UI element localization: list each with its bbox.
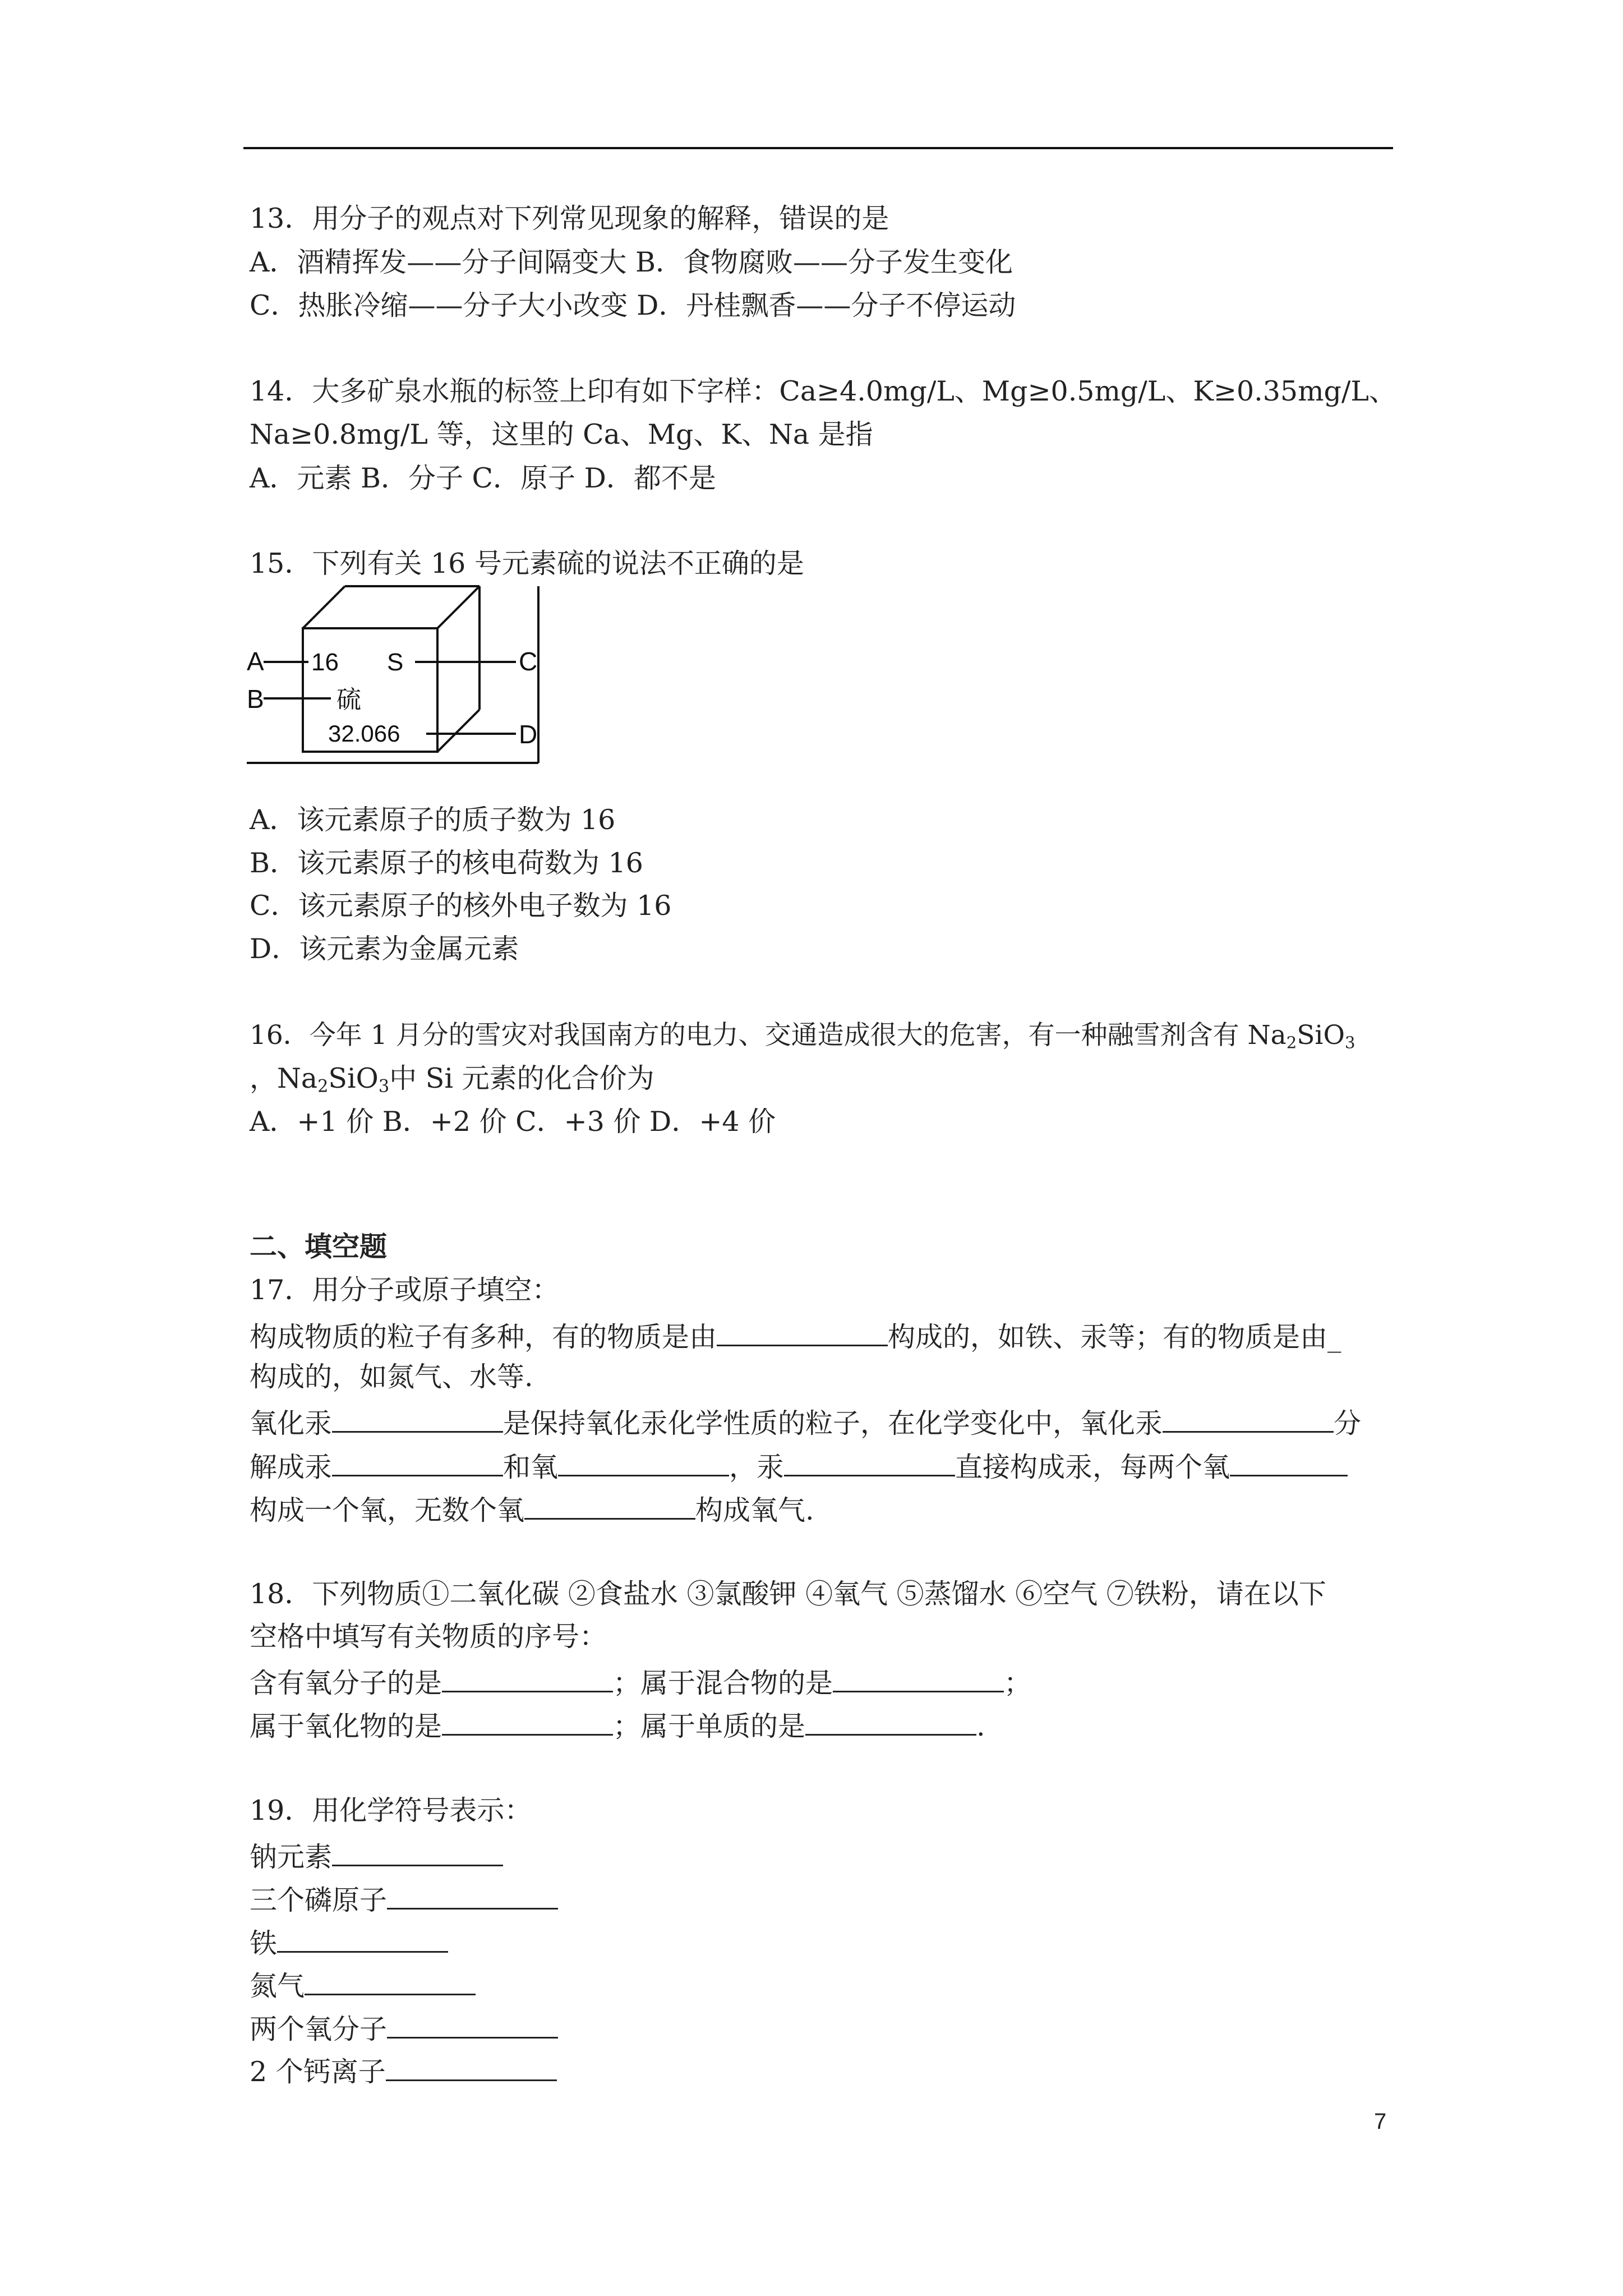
answer-blank [332, 1450, 503, 1476]
answer-blank [387, 1883, 558, 1910]
q13-title: 13．用分子的观点对下列常见现象的解释，错误的是 [250, 203, 889, 234]
q18-line3: 含有氧分子的是 ；属于混合物的是 ； [250, 1666, 1031, 1697]
answer-blank [305, 1969, 476, 1995]
q18-line1: 18．下列物质①二氧化碳 ②食盐水 ③氯酸钾 ④氧气 ⑤蒸馏水 ⑥空气 ⑦铁粉，请在以下 [250, 1578, 1326, 1610]
q15-option-a: A．该元素原子的质子数为 16 [250, 804, 616, 836]
sulfur-element-figure [247, 578, 561, 769]
q19-item: 三个磷原子 [250, 1883, 558, 1914]
figure-label-d: D [519, 720, 538, 749]
q15-option-b: B．该元素原子的核电荷数为 16 [250, 847, 643, 879]
q13-options-cd: C．热胀冷缩——分子大小改变 D．丹桂飘香——分子不停运动 [250, 289, 1016, 321]
q16-options: A．+1 价 B．+2 价 C．+3 价 D．+4 价 [250, 1106, 776, 1138]
figure-symbol: S [387, 648, 404, 676]
answer-blank [524, 1493, 695, 1520]
q18-line4: 属于氧化物的是 ；属于单质的是 . [250, 1709, 985, 1740]
q18-line2: 空格中填写有关物质的序号： [250, 1621, 607, 1653]
answer-blank [784, 1450, 955, 1476]
answer-blank [805, 1709, 976, 1736]
answer-blank [332, 1406, 503, 1433]
figure-atomic-number: 16 [311, 648, 339, 676]
q15-option-d: D．该元素为金属元素 [250, 933, 519, 965]
q17-title: 17．用分子或原子填空： [250, 1274, 560, 1306]
figure-atomic-mass: 32.066 [328, 720, 400, 747]
q19-item: 钠元素 [250, 1840, 503, 1871]
q14-options: A．元素 B．分子 C．原子 D．都不是 [250, 462, 716, 494]
figure-label-a: A [247, 647, 264, 676]
answer-blank [442, 1709, 613, 1736]
q16-line2: ，$Na_2SiO_3$中 Si 元素的化合价为 [250, 1062, 654, 1097]
q17-line2: 构成的，如氮气、水等. [250, 1361, 533, 1393]
q19-item: 2 个钙离子 [250, 2055, 557, 2086]
q17-line5: 构成一个氧，无数个氧 构成氧气. [250, 1493, 814, 1524]
q16-line1: 16．今年 1 月分的雪灾对我国南方的电力、交通造成很大的危害，有一种融雪剂含有 $Na_2SiO_3$ [250, 1020, 1355, 1052]
answer-blank [277, 1926, 448, 1953]
q15-title: 15．下列有关 16 号元素硫的说法不正确的是 [250, 547, 804, 579]
figure-name: 硫 [336, 686, 361, 714]
answer-blank [387, 2012, 558, 2039]
q19-item: 铁 [250, 1926, 448, 1957]
q13-options-ab: A．酒精挥发——分子间隔变大 B．食物腐败——分子发生变化 [250, 246, 1013, 278]
answer-blank [1163, 1406, 1334, 1433]
section-heading: 二、填空题 [250, 1230, 388, 1263]
figure-label-c: C [519, 647, 538, 676]
q17-line3: 氧化汞 是保持氧化汞化学性质的粒子，在化学变化中，氧化汞 分 [250, 1406, 1361, 1437]
q19-title: 19．用化学符号表示： [250, 1795, 532, 1826]
q19-item: 氮气 [250, 1969, 476, 2000]
q15-option-c: C．该元素原子的核外电子数为 16 [250, 890, 672, 922]
answer-blank [717, 1320, 888, 1346]
page-number: 7 [1374, 2109, 1387, 2134]
q17-line1: 构成物质的粒子有多种，有的物质是由 构成的，如铁、汞等；有的物质是由_ [250, 1320, 1341, 1351]
figure-label-b: B [247, 684, 264, 714]
header-rule [243, 147, 1393, 149]
answer-blank [442, 1666, 613, 1692]
q19-item: 两个氧分子 [250, 2012, 558, 2043]
answer-blank [833, 1666, 1004, 1692]
answer-blank [386, 2055, 557, 2081]
answer-blank [332, 1840, 503, 1866]
q17-line4: 解成汞 和氧 ，汞 直接构成汞，每两个氧 [250, 1450, 1348, 1481]
answer-blank [558, 1450, 729, 1476]
q14-line2: Na≥0.8mg/L 等，这里的 Ca、Mg、K、Na 是指 [250, 418, 873, 450]
q14-line1: 14．大多矿泉水瓶的标签上印有如下字样：Ca≥4.0mg/L、Mg≥0.5mg/L、K≥0.35mg/L、 [250, 375, 1396, 407]
answer-blank [1230, 1450, 1348, 1476]
